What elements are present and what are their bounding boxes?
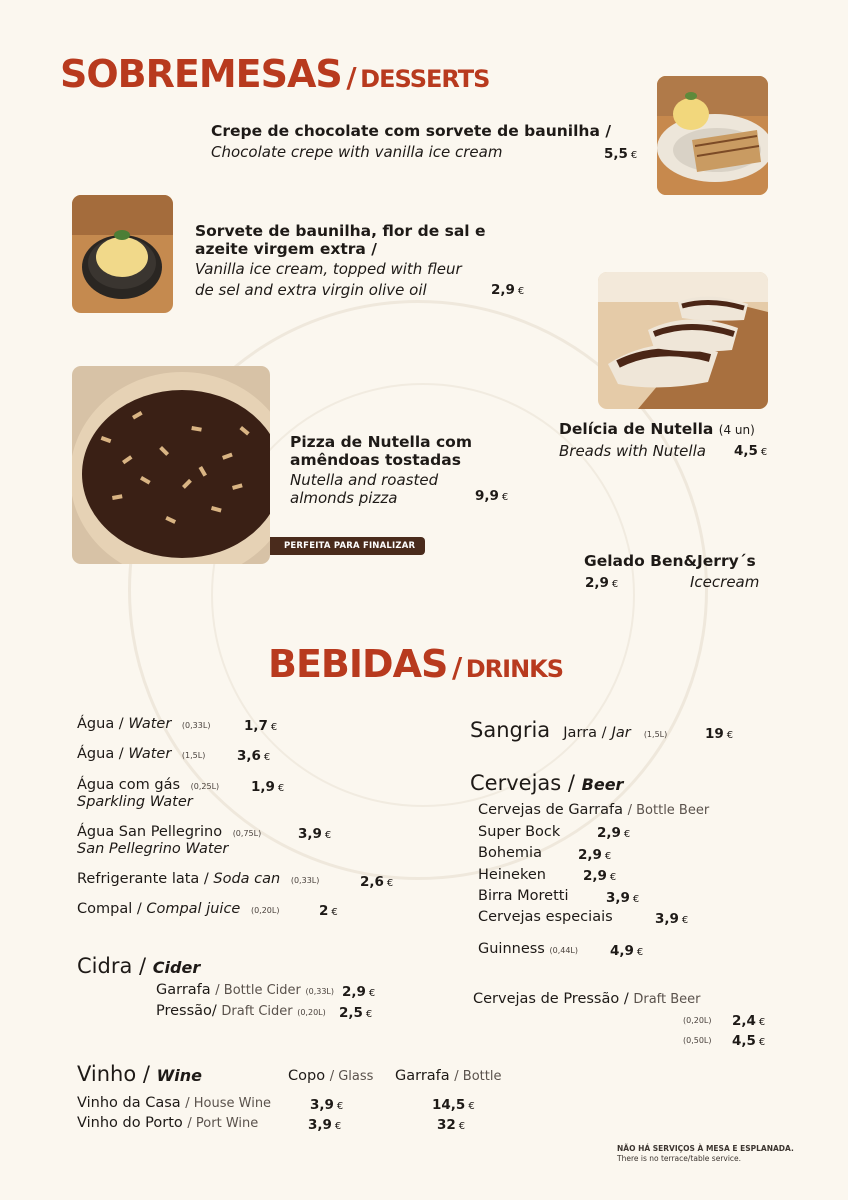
drink-name-en: Sparkling Water <box>77 794 193 810</box>
beer-item: Guinness (0,44L) <box>478 941 578 957</box>
price: 1,7 € <box>244 718 278 734</box>
price: 2,9 € <box>585 575 619 591</box>
price: 2,9 € <box>597 825 631 841</box>
price: 2,9 € <box>578 847 612 863</box>
drink-row: Pressão/ Draft Cider (0,20L) <box>156 1003 326 1019</box>
nutella-pizza-photo <box>72 366 270 564</box>
price: 32 € <box>437 1117 466 1133</box>
beer-item: Bohemia <box>478 845 542 861</box>
price: 4,5 € <box>732 1033 766 1049</box>
beer-item: Birra Moretti <box>478 888 569 904</box>
item-name-en-line1: Vanilla ice cream, topped with fleur <box>195 260 462 278</box>
dessert-item-ice-cream <box>195 222 486 299</box>
drink-row: Água San Pellegrino (0,75L) <box>77 824 262 840</box>
item-name-en-line2: almonds pizza <box>290 489 398 507</box>
item-name: Delícia de Nutella <box>559 420 714 438</box>
price: 3,6 € <box>237 748 271 764</box>
dessert-item-nutella-pizza <box>290 433 472 507</box>
dessert-item-crepe <box>211 122 611 161</box>
price: 2,9 € <box>583 868 617 884</box>
item-name-en-line2: de sel and extra virgin olive oil <box>195 281 427 299</box>
drink-row: Água / Water (1,5L) <box>77 746 206 762</box>
ice-cream-photo <box>72 195 173 313</box>
item-name-line1: Sorvete de baunilha, flor de sal e <box>195 222 486 240</box>
beer-bottle-header: Cervejas de Garrafa / Bottle Beer <box>478 802 710 818</box>
wine-title: Vinho / Wine <box>77 1062 203 1086</box>
drink-row: Vinho da Casa / House Wine <box>77 1095 272 1111</box>
item-name-en: Breads with Nutella <box>559 442 706 460</box>
price: 3,9 € <box>298 826 332 842</box>
item-name: Crepe de chocolate com sorvete de baunilha / <box>211 122 611 140</box>
price: 2,5 € <box>339 1005 373 1021</box>
price: 3,9 € <box>308 1117 342 1133</box>
item-name-line2: amêndoas tostadas <box>290 451 461 469</box>
service-note: NÃO HÁ SERVIÇOS À MESA E ESPLANADA. There is no terrace/table service. <box>617 1144 794 1163</box>
beer-item: Heineken <box>478 867 546 883</box>
drink-row: Refrigerante lata / Soda can (0,33L) <box>77 871 320 887</box>
price: 2,4 € <box>732 1013 766 1029</box>
desserts-title: SOBREMESAS / DESSERTS <box>60 52 490 96</box>
price: 4,9 € <box>610 943 644 959</box>
drink-row: Compal / Compal juice (0,20L) <box>77 901 280 917</box>
nutella-bread-photo <box>598 272 768 409</box>
drink-row: Garrafa / Bottle Cider (0,33L) <box>156 982 335 998</box>
price: 2,9 € <box>491 282 525 298</box>
price: 3,9 € <box>655 911 689 927</box>
item-name: Gelado Ben&Jerry´s <box>584 552 756 570</box>
draft-size: (0,50L) <box>683 1036 712 1045</box>
badge-perfect-to-finish: PERFEITA PARA FINALIZAR <box>270 537 425 555</box>
beer-item: Cervejas especiais <box>478 909 613 925</box>
price: 4,5 € <box>734 443 768 459</box>
drink-row: Água com gás (0,25L) <box>77 777 220 793</box>
beer-title: Cervejas / Beer <box>470 771 624 795</box>
drink-row: Água / Water (0,33L) <box>77 716 211 732</box>
crepe-photo <box>657 76 768 195</box>
item-qty: (4 un) <box>718 423 755 437</box>
drink-row: Vinho do Porto / Port Wine <box>77 1115 259 1131</box>
price: 19 € <box>705 726 734 742</box>
price: 2 € <box>319 903 338 919</box>
wine-col-bottle: Garrafa / Bottle <box>395 1068 502 1084</box>
beer-draft-header: Cervejas de Pressão / Draft Beer <box>473 991 701 1007</box>
drink-name-en: San Pellegrino Water <box>77 841 229 857</box>
price: 3,9 € <box>310 1097 344 1113</box>
price: 9,9 € <box>475 488 509 504</box>
cider-title: Cidra / Cider <box>77 954 201 978</box>
price: 5,5 € <box>604 146 638 162</box>
price: 2,6 € <box>360 874 394 890</box>
price: 2,9 € <box>342 984 376 1000</box>
wine-col-glass: Copo / Glass <box>288 1068 374 1084</box>
price: 3,9 € <box>606 890 640 906</box>
item-name-en: Icecream <box>690 573 760 591</box>
price: 1,9 € <box>251 779 285 795</box>
item-name-en-line1: Nutella and roasted <box>290 471 439 489</box>
item-name-en: Chocolate crepe with vanilla ice cream <box>211 143 503 161</box>
draft-size: (0,20L) <box>683 1016 712 1025</box>
sangria-row: Sangria Jarra / Jar (1,5L) <box>470 718 668 742</box>
item-name-line1: Pizza de Nutella com <box>290 433 472 451</box>
dessert-item-nutella-bread <box>559 420 755 460</box>
price: 14,5 € <box>432 1097 475 1113</box>
beer-item: Super Bock <box>478 824 561 840</box>
item-name-line2: azeite virgem extra / <box>195 240 377 258</box>
drinks-title: BEBIDAS / DRINKS <box>268 642 564 686</box>
